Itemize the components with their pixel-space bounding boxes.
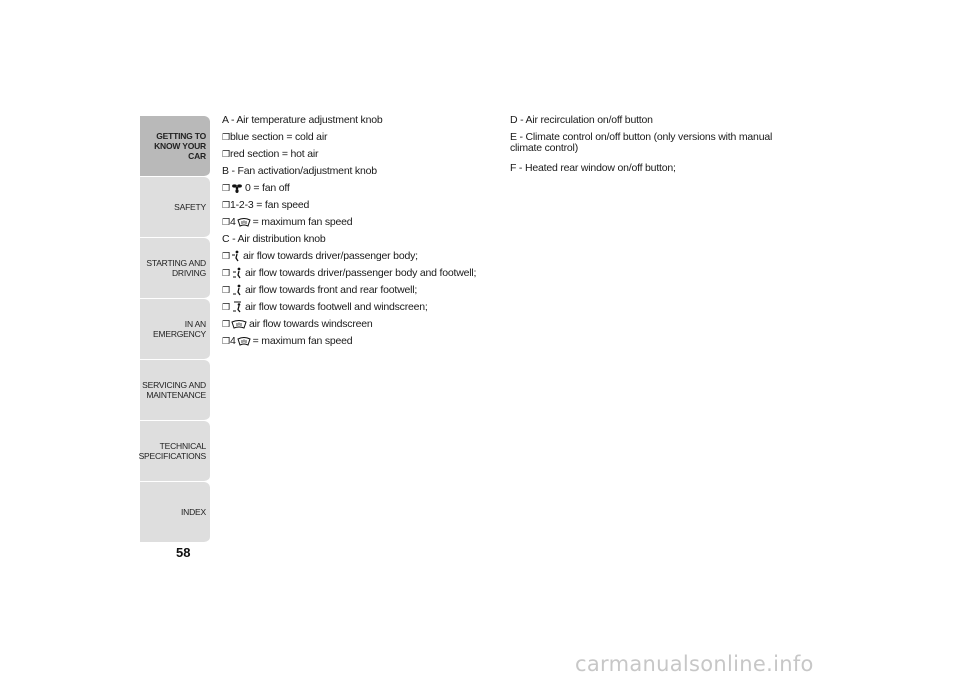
list-item: ❒ air flow towards front and rear footwell; xyxy=(222,282,492,299)
tab-starting-and-driving[interactable] xyxy=(140,238,210,299)
section-b-title: B - Fan activation/adjustment knob xyxy=(222,165,377,177)
list-item: ❒ air flow towards driver/passenger body and footwell; xyxy=(222,265,492,282)
bullet: ❒ xyxy=(222,217,230,227)
bullet: ❒ xyxy=(222,302,230,312)
list-item: ❒4 = maximum fan speed xyxy=(222,333,492,350)
tab-label: GETTING TO KNOW YOUR CAR xyxy=(154,131,206,161)
section-f-text: F - Heated rear window on/off button; xyxy=(510,162,676,174)
list-item: ❒blue section = cold air xyxy=(222,129,492,146)
list-item: ❒ air flow towards footwell and windscreen; xyxy=(222,299,492,316)
section-c-title: C - Air distribution knob xyxy=(222,233,326,245)
tab-index[interactable] xyxy=(140,482,210,543)
tab-in-an-emergency[interactable] xyxy=(140,299,210,360)
section-e-text: E - Climate control on/off button (only versions with manual climate control) xyxy=(510,131,773,154)
bullet: ❒ xyxy=(222,251,230,261)
airflow-footwell-windscreen-icon xyxy=(231,301,243,313)
bullet: ❒ xyxy=(222,319,230,329)
list-item: ❒red section = hot air xyxy=(222,146,492,163)
fan-icon xyxy=(231,183,243,193)
tab-servicing-and-maintenance[interactable] xyxy=(140,360,210,421)
right-column xyxy=(510,112,785,177)
list-item: ❒1-2-3 = fan speed xyxy=(222,197,492,214)
page-number: 58 xyxy=(176,545,191,560)
windscreen-defrost-icon xyxy=(231,320,247,329)
bullet: ❒ xyxy=(222,285,230,295)
tab-label: TECHNICAL SPECIFICATIONS xyxy=(138,441,206,461)
watermark: carmanualsonline.info xyxy=(575,652,814,676)
tab-label: SERVICING AND MAINTENANCE xyxy=(142,380,206,400)
section-a-title: A - Air temperature adjustment knob xyxy=(222,114,383,126)
bullet: ❒ xyxy=(222,183,230,193)
airflow-footwell-icon xyxy=(231,284,243,296)
windscreen-defrost-icon xyxy=(237,218,251,227)
bullet: ❒ xyxy=(222,268,230,278)
list-item: ❒4 = maximum fan speed xyxy=(222,214,492,231)
chapter-sidebar xyxy=(140,116,210,543)
list-item: ❒ 0 = fan off xyxy=(222,180,492,197)
tab-safety[interactable] xyxy=(140,177,210,238)
list-item: ❒ air flow towards windscreen xyxy=(222,316,492,333)
bullet: ❒ xyxy=(222,149,230,159)
tab-label: INDEX xyxy=(181,507,206,517)
windscreen-defrost-icon xyxy=(237,337,251,346)
tab-label: STARTING AND DRIVING xyxy=(146,258,206,278)
tab-technical-specifications[interactable] xyxy=(140,421,210,482)
bullet: ❒ xyxy=(222,200,230,210)
bullet: ❒ xyxy=(222,336,230,346)
left-column xyxy=(222,112,492,350)
tab-label: IN AN EMERGENCY xyxy=(153,319,206,339)
bullet: ❒ xyxy=(222,132,230,142)
tab-label: SAFETY xyxy=(174,202,206,212)
tab-getting-to-know-your-car[interactable] xyxy=(140,116,210,177)
airflow-body-footwell-icon xyxy=(231,267,243,279)
list-item: ❒ air flow towards driver/passenger body; xyxy=(222,248,492,265)
airflow-body-icon xyxy=(231,250,241,262)
section-d-text: D - Air recirculation on/off button xyxy=(510,114,653,126)
